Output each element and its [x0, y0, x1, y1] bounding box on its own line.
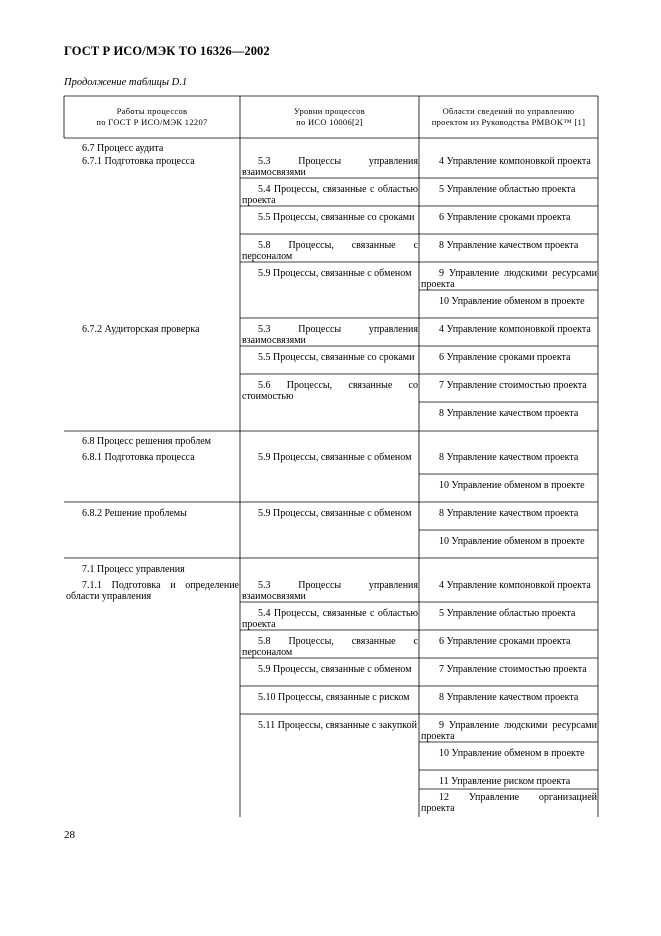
col2-cell: 5.9 Процессы, связанные с обменом	[258, 508, 412, 519]
col3-cell: 4 Управление компоновкой проекта	[439, 324, 591, 335]
col2-cell: 5.3 Процессы управления взаимосвязями	[242, 156, 418, 178]
col3-cell: 5 Управление областью проекта	[439, 184, 576, 195]
col3-cell: 10 Управление обменом в проекте	[439, 536, 585, 547]
col3-cell: 8 Управление качеством проекта	[439, 408, 579, 419]
col3-cell: 10 Управление обменом в проекте	[439, 480, 585, 491]
col2-cell: 5.3 Процессы управления взаимосвязями	[242, 580, 418, 602]
col3-cell: 9 Управление людскими ресурсами проекта	[421, 268, 597, 290]
header-col1: Работы процессов по ГОСТ Р ИСО/МЭК 12207	[96, 106, 208, 127]
table-caption: Продолжение таблицы D.1	[64, 77, 188, 88]
col2-cell: 5.8 Процессы, связанные с персоналом	[242, 636, 418, 658]
col2-cell: 5.10 Процессы, связанные с риском	[258, 692, 410, 703]
col3-cell: 11 Управление риском проекта	[439, 776, 571, 787]
header-col2: Уровни процессов по ИСО 10006[2]	[293, 106, 366, 127]
col3-cell: 12 Управление организацией проекта	[421, 792, 597, 814]
col3-cell: 8 Управление качеством проекта	[439, 240, 579, 251]
col2-cell: 5.9 Процессы, связанные с обменом	[258, 664, 412, 675]
col1-row: 6.8 Процесс решения проблем	[82, 436, 211, 447]
col2-cell: 5.6 Процессы, связанные со стоимостью	[242, 380, 418, 402]
col2-cell: 5.5 Процессы, связанные со сроками	[258, 212, 415, 223]
col2-cell: 5.3 Процессы управления взаимосвязями	[242, 324, 418, 346]
col3-cell: 4 Управление компоновкой проекта	[439, 580, 591, 591]
col2-cell: 5.4 Процессы, связанные с областью проекта	[242, 608, 418, 630]
col3-cell: 10 Управление обменом в проекте	[439, 748, 585, 759]
col2-cell: 5.4 Процессы, связанные с областью проекта	[242, 184, 418, 206]
col1-row: 6.8.2 Решение проблемы	[82, 508, 187, 519]
col3-cell: 8 Управление качеством проекта	[439, 508, 579, 519]
col3-cell: 6 Управление сроками проекта	[439, 636, 571, 647]
col2-cell: 5.5 Процессы, связанные со сроками	[258, 352, 415, 363]
col2-cell: 5.11 Процессы, связанные с закупкой	[258, 720, 417, 731]
page-number: 28	[64, 829, 75, 841]
col3-cell: 7 Управление стоимостью проекта	[439, 664, 587, 675]
col1-row: 6.7 Процесс аудита	[82, 143, 164, 154]
col3-cell: 7 Управление стоимостью проекта	[439, 380, 587, 391]
col3-cell: 6 Управление сроками проекта	[439, 212, 571, 223]
col3-cell: 4 Управление компоновкой проекта	[439, 156, 591, 167]
col3-cell: 10 Управление обменом в проекте	[439, 296, 585, 307]
col3-cell: 8 Управление качеством проекта	[439, 692, 579, 703]
col1-row: 6.8.1 Подготовка процесса	[82, 452, 195, 463]
col2-cell: 5.9 Процессы, связанные с обменом	[258, 452, 412, 463]
doc-header: ГОСТ Р ИСО/МЭК ТО 16326—2002	[64, 44, 270, 58]
col1-row: 6.7.1 Подготовка процесса	[82, 156, 195, 167]
col3-cell: 5 Управление областью проекта	[439, 608, 576, 619]
col1-row: 7.1 Процесс управления	[82, 564, 185, 575]
col1-row: 7.1.1 Подготовка и определение области управления	[66, 580, 239, 602]
header-col3: Области сведений по управлению проектом из Руководства PMBOK™ [1]	[431, 106, 586, 127]
col2-cell: 5.9 Процессы, связанные с обменом	[258, 268, 412, 279]
col3-cell: 8 Управление качеством проекта	[439, 452, 579, 463]
col3-cell: 9 Управление людскими ресурсами проекта	[421, 720, 597, 742]
col3-cell: 6 Управление сроками проекта	[439, 352, 571, 363]
col2-cell: 5.8 Процессы, связанные с персоналом	[242, 240, 418, 262]
col1-row: 6.7.2 Аудиторская проверка	[82, 324, 200, 335]
